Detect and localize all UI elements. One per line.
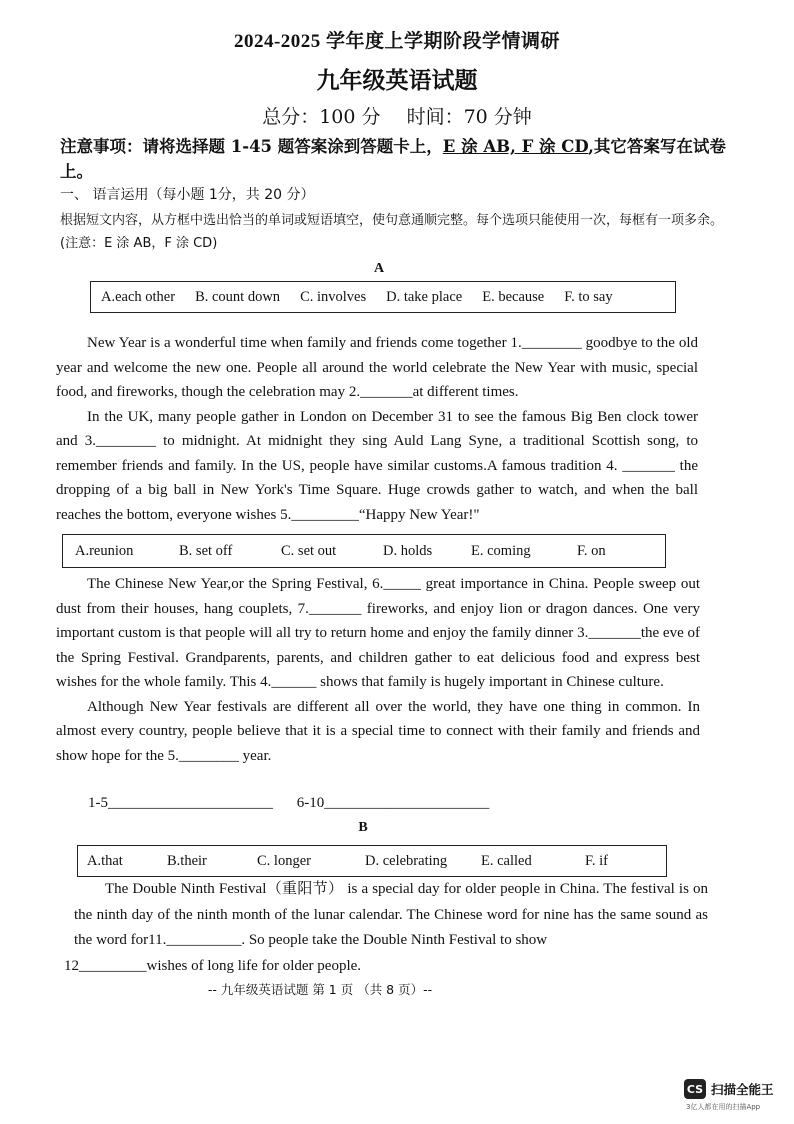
scanner-tagline: 3亿人都在用的扫描App	[686, 1103, 761, 1111]
part-b-label: B	[358, 820, 368, 835]
paragraph: In the UK, many people gather in London on December 31 to see the famous Big Ben clock tower and 3.________ to midnight. At midnight they sing Auld Lang Syne, a traditional Scottish song, to remember friends and family. In the US, people have similar customs.A famous tradition 4. _______ the dropping of a big ball in New York's Time Square. Huge crowds gather to watch, and when the ball reaches the bottom, everyone wishes 5._________“Happy New Year!"	[56, 408, 698, 523]
answer-line-6-10[interactable]: 6-10______________________	[296, 795, 490, 811]
option: E. coming	[471, 542, 531, 559]
notice-underlined: E 涂 AB, F 涂 CD	[442, 137, 589, 156]
exam-subtitle: 九年级英语试题	[316, 68, 478, 93]
option: C. involves	[300, 288, 367, 305]
option: C. longer	[257, 852, 311, 869]
section-heading: 一、 语言运用（每小题 1分，共 20 分）	[60, 187, 315, 203]
option: A.reunion	[75, 542, 134, 559]
option-box-3	[77, 845, 667, 877]
part-a-label: A	[373, 261, 385, 276]
answer-line-1-5[interactable]: 1-5______________________	[88, 795, 273, 811]
exam-time: 时间：70 分钟	[406, 106, 532, 128]
option: A.that	[87, 852, 123, 869]
total-score: 总分：100 分	[262, 106, 381, 128]
passage-a-part2	[56, 572, 700, 768]
option: F. to say	[564, 288, 613, 305]
section-instruction: 根据短文内容，从方框中选出恰当的单词或短语填空，使句意通顺完整。每个选项只能使用一次，每框有一项多余。(注意：E 涂 AB，F 涂 CD)	[60, 213, 724, 251]
passage-a-part1	[56, 331, 698, 527]
answer-lines	[88, 795, 489, 812]
option: A.each other	[101, 288, 176, 305]
notice-prefix: 注意事项：请将选择题 1-45 题答案涂到答题卡上，	[60, 137, 443, 156]
option: B. count down	[195, 288, 281, 305]
paragraph: Although New Year festivals are different all over the world, they have one thing in common. In almost every country, people believe that it is a special time to connect with their family and friends and show hope for the 5.________ year.	[56, 698, 700, 764]
option: C. set out	[281, 542, 337, 559]
paragraph: 12_________wishes of long life for older people.	[64, 957, 362, 974]
option: D. take place	[386, 288, 463, 305]
option: E. called	[481, 852, 532, 869]
option: B. set off	[179, 542, 233, 559]
scanner-logo: CS	[684, 1079, 706, 1099]
exam-title: 2024-2025 学年度上学期阶段学情调研	[233, 31, 561, 52]
paragraph: New Year is a wonderful time when family and friends come together 1.________ goodbye to the old year and welcome the new one. People all around the world celebrate the New Year with music, special food, and fireworks, though the celebration may 2._______at different times.	[56, 335, 698, 400]
option-box-1	[90, 281, 676, 313]
scanner-watermark	[684, 1079, 774, 1099]
scanner-name: 扫描全能王	[711, 1082, 774, 1097]
option: D. celebrating	[365, 852, 448, 869]
paragraph: The Double Ninth Festival（重阳节） is a special day for older people in China. The festival is on the ninth day of the ninth month of the lunar calendar. The Chinese word for nine has the same sound as the word for11.__________. So people take the Double Ninth Festival to show	[74, 881, 708, 948]
option: E. because	[482, 288, 545, 305]
passage-b	[64, 877, 708, 979]
notice-suffix: ,其它答案写在试卷上。	[60, 137, 726, 181]
option: F. on	[577, 542, 606, 559]
option: D. holds	[383, 542, 433, 559]
paragraph: The Chinese New Year,or the Spring Festival, 6._____ great importance in China. People sweep out dust from their houses, hang couplets, 7._______ fireworks, and enjoy lion or dragon dances. One very important custom is that people will all try to return home and enjoy the family dinner 3._______the eve of the Spring Festival. Grandparents, parents, and children gather to eat delicious food and express best wishes for the whole family. This 4.______ shows that family is hugely important in Chinese culture.	[56, 576, 700, 690]
option-box-2	[62, 534, 666, 568]
option: F. if	[585, 852, 609, 869]
page-footer: -- 九年级英语试题 第 1 页 （共 8 页）--	[207, 982, 433, 997]
exam-meta	[0, 102, 794, 129]
option: B.their	[167, 852, 207, 869]
notice	[60, 134, 740, 184]
